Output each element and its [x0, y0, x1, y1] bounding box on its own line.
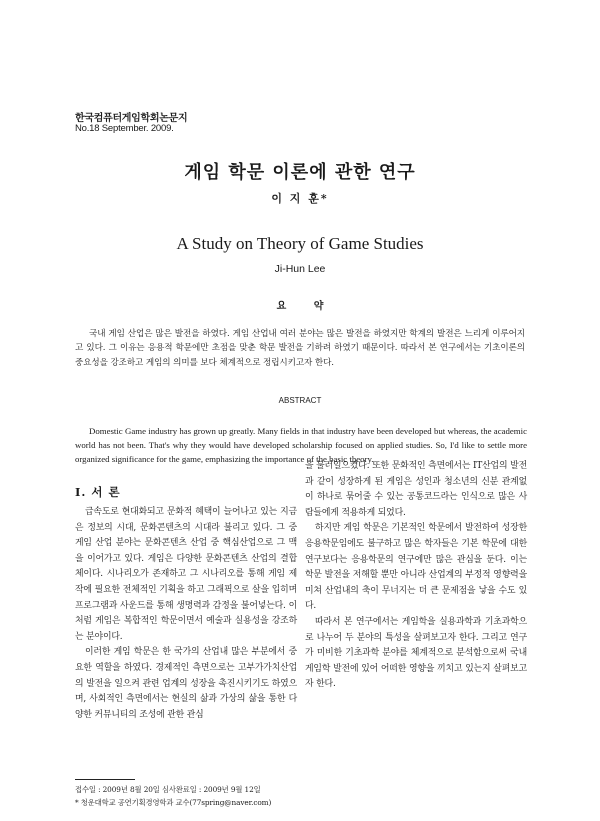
abstract-heading-english: ABSTRACT — [278, 396, 322, 405]
abstract-heading-korean: 요 약 — [276, 301, 336, 312]
body-column-left — [75, 505, 297, 723]
body-column-right — [305, 459, 527, 693]
author-korean: 이 지 훈* — [271, 192, 329, 205]
issue-info: No.18 September. 2009. — [75, 123, 174, 134]
abstract-english: Domestic Game industry has grown up greatly. Many fields in that industry have been developed but whereas, the academic world has not been. That's why they would have developed scholarship focused on applied studies. So, I'd like to settle more organized significance for the game, emphasizing the importance of the basic theory. — [75, 425, 527, 465]
footnote-received-date: 접수일 : 2009년 8월 20일 심사완료일 : 2009년 9월 12일 — [75, 785, 261, 794]
paper-title-english: A Study on Theory of Game Studies — [176, 234, 424, 253]
footnote-author-affiliation: * 청운대학교 공연기획경영학과 교수(77spring@naver.com) — [75, 798, 272, 807]
abstract-korean: 국내 게임 산업은 많은 발전을 하였다. 게임 산업내 여러 분야는 많은 발전을 하였지만 학계의 발전은 느리게 이루어지고 있다. 그 이유는 응용적 학문에만 초점을 맞춘 학문 발전을 기하려 하였기 때문이다. 따라서 본 연구에서는 기초이론의 중요성을 강조하고 게임의 의미를 보다 체계적으로 정립시키고자 한다. — [75, 328, 525, 368]
paper-title-korean: 게임 학문 이론에 관한 연구 — [184, 162, 416, 183]
footnote-divider — [75, 779, 135, 780]
paragraph: 이러한 게임 학문은 한 국가의 산업내 많은 부분에서 중요한 역할을 하였다. 경제적인 측면으로는 고부가가치산업의 발전을 일으켜 관련 업계의 성장을 촉진시키기도 하였으며, 사회적인 측면에서는 현실의 삶과 가상의 삶을 통한 다양한 커뮤니티의 조성에 관한 관심 — [75, 647, 297, 720]
author-english: Ji-Hun Lee — [274, 263, 326, 275]
journal-name: 한국컴퓨터게임학회논문지 — [75, 113, 188, 124]
paragraph: 급속도로 현대화되고 문화적 혜택이 늘어나고 있는 지금은 정보의 시대, 문화콘텐츠의 시대라 불리고 있다. 그 중 게임 산업 분야는 문화콘텐츠 산업 중 핵심산업으로 그 맥을 이어가고 있다. 게임은 다양한 문화콘텐츠 산업의 결합체이다. 시나리오가 존재하고 그 시나리오를 통해 게임 제작에 필요한 전체적인 기획을 하고 그래픽으로 살을 입히며 프로그램과 사운드를 통해 생명력과 감정을 불어넣는다. 이처럼 게임은 복합적인 학문이면서 예술과 실용성을 강조하는 분야이다. — [75, 507, 297, 642]
section-heading-introduction: Ⅰ. 서 론 — [75, 485, 121, 499]
paragraph: 을 불러일으켰다. 또한 문화적인 측면에서는 IT산업의 발전과 같이 성장하게 된 게임은 성인과 청소년의 신분 관계없이 하나로 묶어줄 수 있는 공통코드라는 인식으로 많은 사람들에게 적용하게 되었다. — [305, 461, 527, 518]
paragraph: 하지만 게임 학문은 기본적인 학문에서 발전하여 성장한 응용학문임에도 불구하고 많은 학자들은 기본 학문에 대한 연구보다는 응용학문의 연구에만 많은 관심을 둔다. 이는 학문 발전을 저해할 뿐만 아니라 산업계의 부정적 영향력을 미쳐 산업내의 축이 무너지는 더 큰 문제점을 낳을 수도 있다. — [305, 523, 527, 612]
paragraph: 따라서 본 연구에서는 게임학을 실용과학과 기초과학으로 나누어 두 분야의 특성을 살펴보고자 한다. 그리고 연구가 미비한 기초과학 분야를 체계적으로 분석함으로써 국내 게임학 발전에 있어 어떠한 영향을 끼치고 있는지 살펴보고자 한다. — [305, 616, 527, 690]
